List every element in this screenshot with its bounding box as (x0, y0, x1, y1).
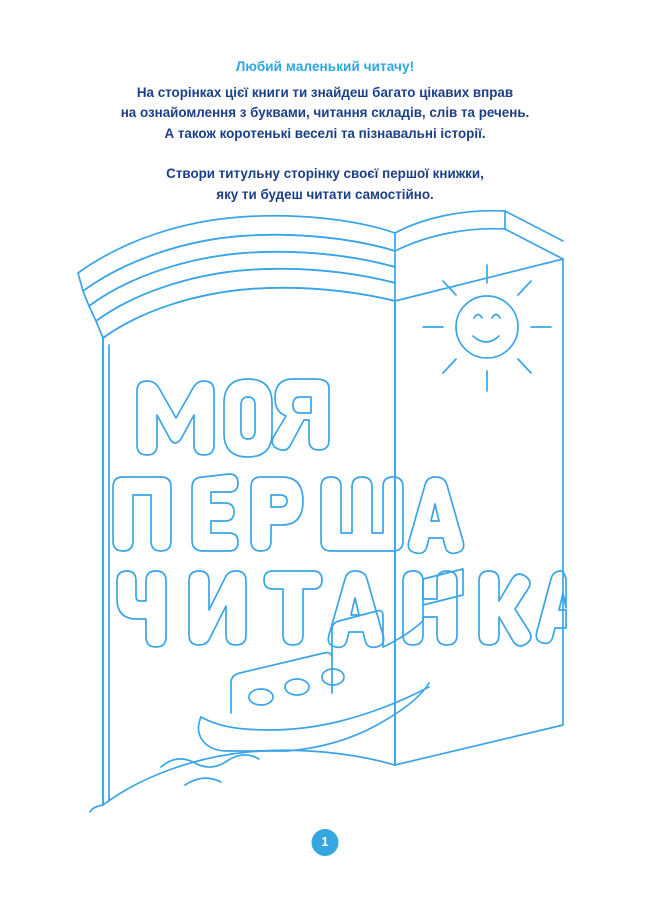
page-number-badge: 1 (312, 829, 339, 856)
intro-text-block (0, 58, 650, 205)
intro-heading: Любий маленький читачу! (235, 59, 415, 74)
book-cover-coloring-illustration (65, 205, 585, 825)
cover-title-persha (113, 474, 464, 553)
intro-paragraph1-line2: на ознайомлення з буквами, читання складів, слів та речень. (120, 105, 530, 121)
illustration-area (0, 205, 650, 845)
book-pages-top (78, 211, 563, 338)
cover-title-moya (137, 379, 329, 457)
intro-paragraph1-line1: На сторінках цієї книги ти знайдеш багато цікавих вправ (136, 84, 514, 100)
intro-paragraph1-line3: А також коротенькі веселі та пізнавальні історії. (164, 125, 486, 141)
cover-title-chytanka (117, 571, 566, 647)
book-front-cover (90, 259, 563, 812)
intro-paragraph2-line1: Створи титульну сторінку своєї першої книжки, (166, 166, 484, 182)
ship-icon (161, 569, 463, 785)
intro-paragraph2-line2: яку ти будеш читати самостійно. (216, 186, 434, 202)
intro-spacer (0, 144, 650, 164)
sun-icon (423, 265, 551, 391)
